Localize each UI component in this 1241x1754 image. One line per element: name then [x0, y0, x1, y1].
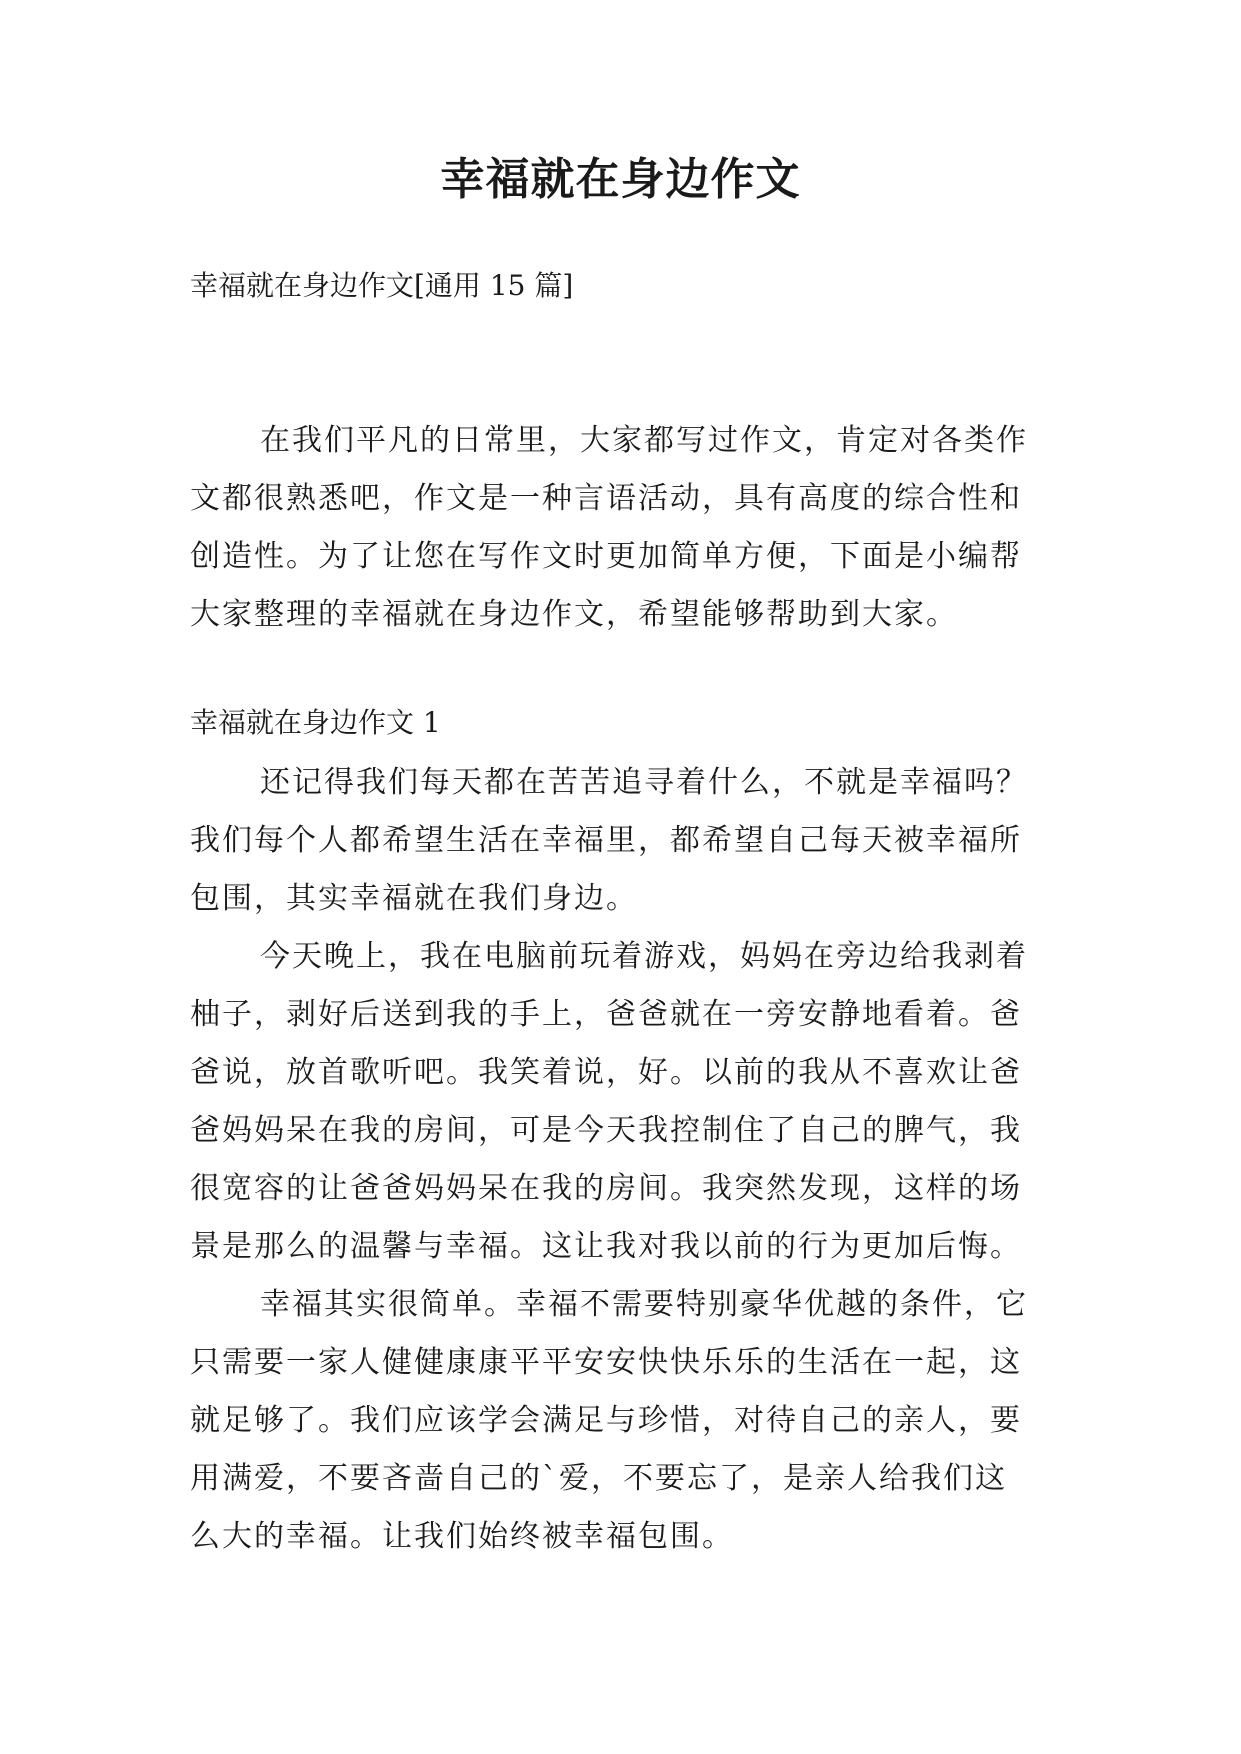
body-line: 爸妈妈呆在我的房间，可是今天我控制住了自己的脾气，我 [190, 1113, 1022, 1148]
body-line: 很宽容的让爸爸妈妈呆在我的房间。我突然发现，这样的场 [190, 1171, 1022, 1206]
body-line: 柚子，剥好后送到我的手上，爸爸就在一旁安静地看着。爸 [190, 997, 1022, 1032]
intro-line: 创造性。为了让您在写作文时更加简单方便，下面是小编帮 [190, 539, 1022, 574]
intro-line: 文都很熟悉吧，作文是一种言语活动，具有高度的综合性和 [190, 481, 1022, 516]
body-line: 爸说，放首歌听吧。我笑着说，好。以前的我从不喜欢让爸 [190, 1055, 1022, 1090]
body-line: 幸福其实很简单。幸福不需要特别豪华优越的条件，它 [260, 1287, 1028, 1322]
body-line: 今天晚上，我在电脑前玩着游戏，妈妈在旁边给我剥着 [260, 939, 1028, 974]
document-subtitle: 幸福就在身边作文[通用 15 篇] [190, 269, 574, 302]
intro-paragraph [190, 412, 1070, 644]
body-line: 用满爱，不要吝啬自己的`爱，不要忘了，是亲人给我们这 [190, 1461, 1007, 1496]
body-line: 还记得我们每天都在苦苦追寻着什么，不就是幸福吗？ [260, 765, 1028, 800]
section-body [190, 754, 1070, 1566]
intro-line: 在我们平凡的日常里，大家都写过作文，肯定对各类作 [260, 423, 1028, 458]
body-line: 景是那么的温馨与幸福。这让我对我以前的行为更加后悔。 [190, 1229, 1022, 1264]
body-line: 么大的幸福。让我们始终被幸福包围。 [190, 1519, 734, 1554]
body-line: 只需要一家人健健康康平平安安快快乐乐的生活在一起，这 [190, 1345, 1022, 1380]
body-line: 就足够了。我们应该学会满足与珍惜，对待自己的亲人，要 [190, 1403, 1022, 1438]
body-line: 我们每个人都希望生活在幸福里，都希望自己每天被幸福所 [190, 823, 1022, 858]
section-heading: 幸福就在身边作文 1 [190, 706, 441, 739]
body-line: 包围，其实幸福就在我们身边。 [190, 881, 638, 916]
document-title: 幸福就在身边作文 [440, 154, 801, 205]
intro-line: 大家整理的幸福就在身边作文，希望能够帮助到大家。 [190, 597, 958, 632]
